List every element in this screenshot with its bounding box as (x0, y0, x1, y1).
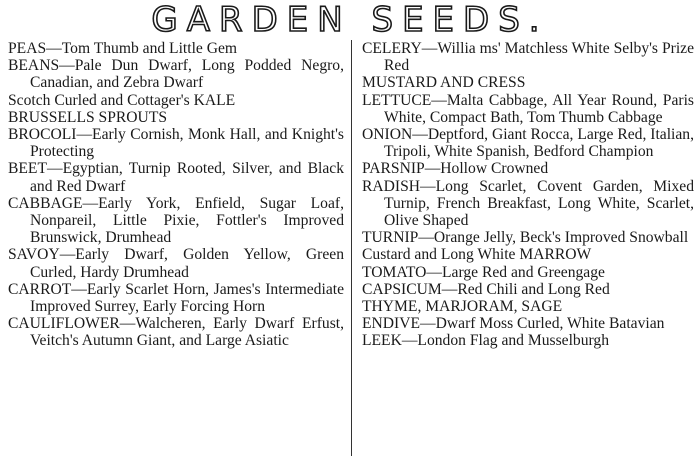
right-column (362, 40, 694, 350)
entry-turnip: TURNIP—Orange Jelly, Beck's Improved Snowball (362, 229, 689, 247)
entry-peas: PEAS—Tom Thumb and Little Gem (8, 40, 238, 57)
entry-capsicum: CAPSICUM—Red Chili and Long Red (362, 280, 610, 298)
entry-kale: Scotch Curled and Cottager's KALE (8, 91, 236, 109)
entry-celery: CELERY—Willia ms' Matchless White Selby's Prize Red (362, 40, 694, 75)
entry-endive: ENDIVE—Dwarf Moss Curled, White Batavian (362, 315, 665, 333)
entry-radish: RADISH—Long Scarlet, Covent Garden, Mixed Turnip, French Breakfast, Long White, Scarlet, Olive Shaped (362, 177, 694, 230)
entry-cabbage: CABBAGE—Early York, Enfield, Sugar Loaf, Nonpareil, Little Pixie, Fottler's Improved Brunswick, Drumhead (8, 194, 344, 247)
entry-savoy: SAVOY—Early Dwarf, Golden Yellow, Green Curled, Hardy Drumhead (8, 246, 344, 281)
entry-lettuce: LETTUCE—Malta Cabbage, All Year Round, Paris White, Compact Bath, Tom Thumb Cabbage (362, 91, 694, 126)
entry-brussels-sprouts: BRUSSELLS SPROUTS (8, 108, 168, 126)
entry-brocoli: BROCOLI—Early Cornish, Monk Hall, and Knight's Protecting (8, 126, 344, 161)
column-divider (351, 40, 352, 456)
entry-beet: BEET—Egyptian, Turnip Rooted, Silver, and Black and Red Dwarf (8, 160, 344, 195)
entry-carrot: CARROT—Early Scarlet Horn, James's Intermediate Improved Surrey, Early Forcing Horn (8, 280, 344, 316)
entry-parsnip: PARSNIP—Hollow Crowned (362, 160, 549, 178)
entry-herbs: THYME, MARJORAM, SAGE (362, 298, 563, 316)
entry-cauliflower: CAULIFLOWER—Walcheren, Early Dwarf Erfust, Veitch's Autumn Giant, and Large Asiatic (8, 315, 344, 350)
entry-tomato: TOMATO—Large Red and Greengage (362, 263, 605, 281)
entry-onion: ONION—Deptford, Giant Rocca, Large Red, Italian, Tripoli, White Spanish, Bedford Champion (362, 126, 694, 161)
entry-marrow: Custard and Long White MARROW (362, 246, 592, 264)
entry-mustard-cress: MUSTARD AND CRESS (362, 74, 526, 92)
headline: GARDEN SEEDS. (151, 0, 549, 40)
left-column (8, 40, 344, 350)
entry-leek: LEEK—London Flag and Musselburgh (362, 332, 610, 350)
entry-beans: BEANS—Pale Dun Dwarf, Long Podded Negro, Canadian, and Zebra Dwarf (8, 57, 344, 92)
